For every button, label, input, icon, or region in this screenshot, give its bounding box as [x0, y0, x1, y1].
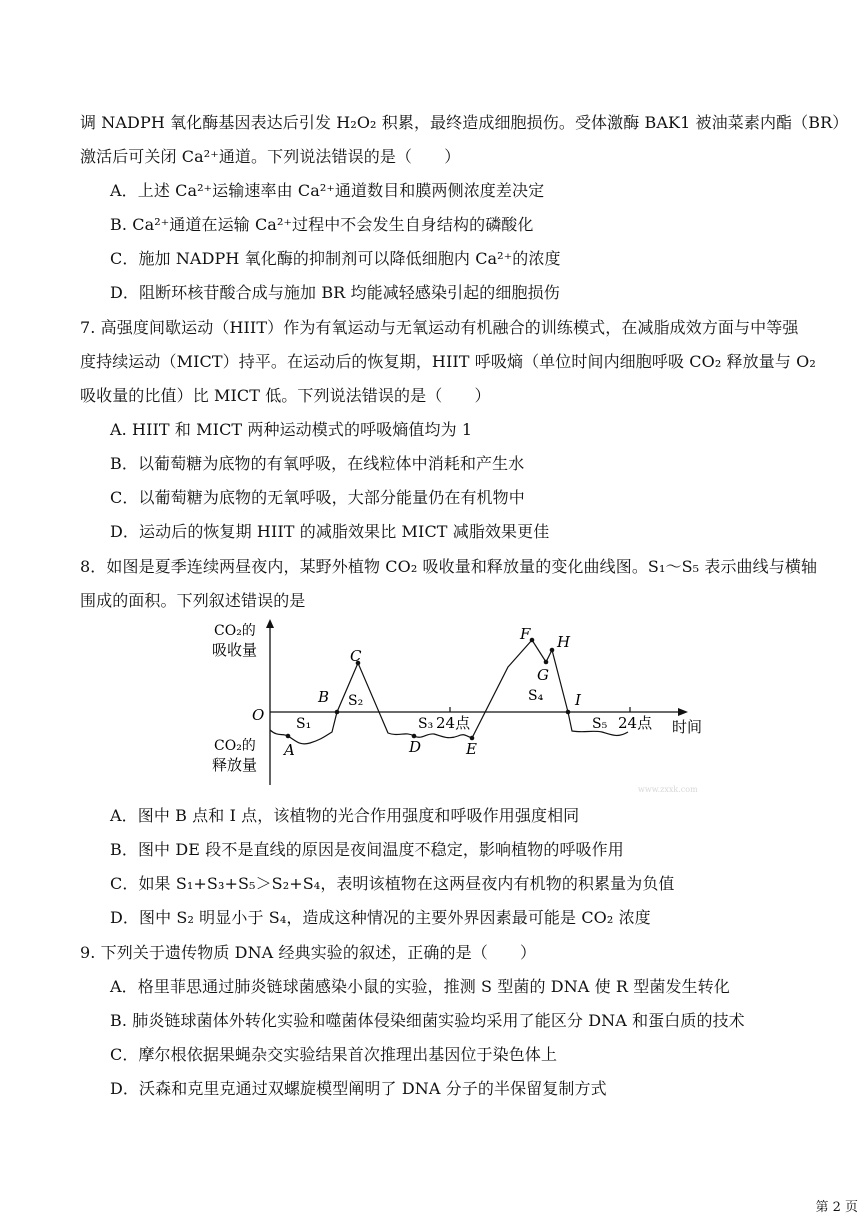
origin-label: O [252, 706, 265, 724]
q9-option-d: D．沃森和克里克通过双螺旋模型阐明了 DNA 分子的半保留复制方式 [110, 1079, 607, 1098]
point-h-label: H [557, 633, 571, 651]
area-s2-label: S₂ [348, 693, 364, 709]
y-top-label-2: 吸收量 [212, 641, 258, 659]
q8-stem-line-2: 围成的面积。下列叙述错误的是 [80, 591, 306, 610]
q6-option-b: B. Ca²⁺通道在运输 Ca²⁺过程中不会发生自身结构的磷酸化 [110, 215, 534, 234]
q9-stem: 9. 下列关于遗传物质 DNA 经典实验的叙述，正确的是（ ） [80, 943, 537, 962]
page-number: 第 2 页 [815, 1200, 858, 1215]
q7-option-b: B．以葡萄糖为底物的有氧呼吸，在线粒体中消耗和产生水 [110, 454, 525, 473]
q6-stem-line-1: 调 NADPH 氧化酶基因表达后引发 H₂O₂ 积累，最终造成细胞损伤。受体激酶 BAK1 被油菜素内酯（BR） [80, 113, 849, 132]
q6-option-c: C．施加 NADPH 氧化酶的抑制剂可以降低细胞内 Ca²⁺的浓度 [110, 249, 561, 268]
q8-option-a: A．图中 B 点和 I 点，该植物的光合作用强度和呼吸作用强度相同 [110, 806, 580, 825]
x-axis-label: 时间 [672, 718, 703, 736]
q7-stem-line-3: 吸收量的比值）比 MICT 低。下列说法错误的是（ ） [80, 386, 491, 405]
point-h-dot [550, 648, 555, 653]
q7-stem-line-2: 度持续运动（MICT）持平。在运动后的恢复期，HIIT 呼吸熵（单位时间内细胞呼吸 CO₂ 释放量与 O₂ [80, 352, 816, 371]
point-b-dot [335, 710, 340, 715]
q9-option-b: B. 肺炎链球菌体外转化实验和噬菌体侵染细菌实验均采用了能区分 DNA 和蛋白质的技术 [110, 1011, 745, 1030]
q8-option-b: B．图中 DE 段不是直线的原因是夜间温度不稳定，影响植物的呼吸作用 [110, 840, 624, 859]
q8-option-d: D．图中 S₂ 明显小于 S₄，造成这种情况的主要外界因素最可能是 CO₂ 浓度 [110, 908, 651, 927]
tick-24-first-label: 24点 [436, 714, 471, 732]
area-s3-label: S₃ [418, 716, 434, 732]
area-s1-label: S₁ [296, 716, 312, 732]
q9-option-a: A．格里菲思通过肺炎链球菌感染小鼠的实验，推测 S 型菌的 DNA 使 R 型菌发生转化 [110, 977, 730, 996]
q9-option-c: C．摩尔根依据果蝇杂交实验结果首次推理出基因位于染色体上 [110, 1045, 558, 1064]
y-axis-arrow [266, 619, 274, 628]
q7-option-a: A. HIIT 和 MICT 两种运动模式的呼吸熵值均为 1 [110, 420, 473, 439]
point-g-dot [544, 660, 549, 665]
q6-option-a: A．上述 Ca²⁺运输速率由 Ca²⁺通道数目和膜两侧浓度差决定 [110, 181, 545, 200]
y-bottom-label-1: CO₂的 [214, 738, 256, 754]
q7-option-d: D．运动后的恢复期 HIIT 的减脂效果比 MICT 减脂效果更佳 [110, 522, 550, 541]
point-i-label: I [575, 691, 581, 709]
area-s4-label: S₄ [528, 688, 544, 704]
q8-stem-line-1: 8．如图是夏季连续两昼夜内，某野外植物 CO₂ 吸收量和释放量的变化曲线图。S₁～S₅ 表示曲线与横轴 [80, 557, 818, 576]
point-i-dot [566, 710, 571, 715]
area-s5-label: S₅ [592, 716, 608, 732]
point-a-dot [286, 734, 291, 739]
co2-exchange-diagram [200, 615, 720, 795]
q7-option-c: C．以葡萄糖为底物的无氧呼吸，大部分能量仍在有机物中 [110, 488, 525, 507]
q8-option-c: C．如果 S₁+S₃+S₅＞S₂+S₄，表明该植物在这两昼夜内有机物的积累量为负值 [110, 874, 675, 893]
point-b-label: B [318, 688, 330, 706]
x-axis-arrow [678, 708, 688, 716]
co2-exchange-figure [200, 615, 720, 795]
q6-option-d: D．阻断环核苷酸合成与施加 BR 均能减轻感染引起的细胞损伤 [110, 283, 560, 302]
y-bottom-label-2: 释放量 [212, 756, 258, 774]
point-e-label: E [466, 740, 477, 758]
point-f-label: F [520, 625, 531, 643]
y-top-label-1: CO₂的 [214, 623, 256, 639]
watermark: www.zxxk.com [638, 785, 698, 794]
point-d-label: D [409, 738, 422, 756]
q7-stem-line-1: 7. 高强度间歇运动（HIIT）作为有氧运动与无氧运动有机融合的训练模式，在减脂成效方面与中等强 [80, 318, 799, 337]
point-a-label: A [284, 741, 295, 759]
q6-stem-line-2: 激活后可关闭 Ca²⁺通道。下列说法错误的是（ ） [80, 147, 461, 166]
point-g-label: G [537, 666, 549, 684]
point-c-label: C [350, 647, 362, 665]
tick-24-second-label: 24点 [618, 714, 653, 732]
